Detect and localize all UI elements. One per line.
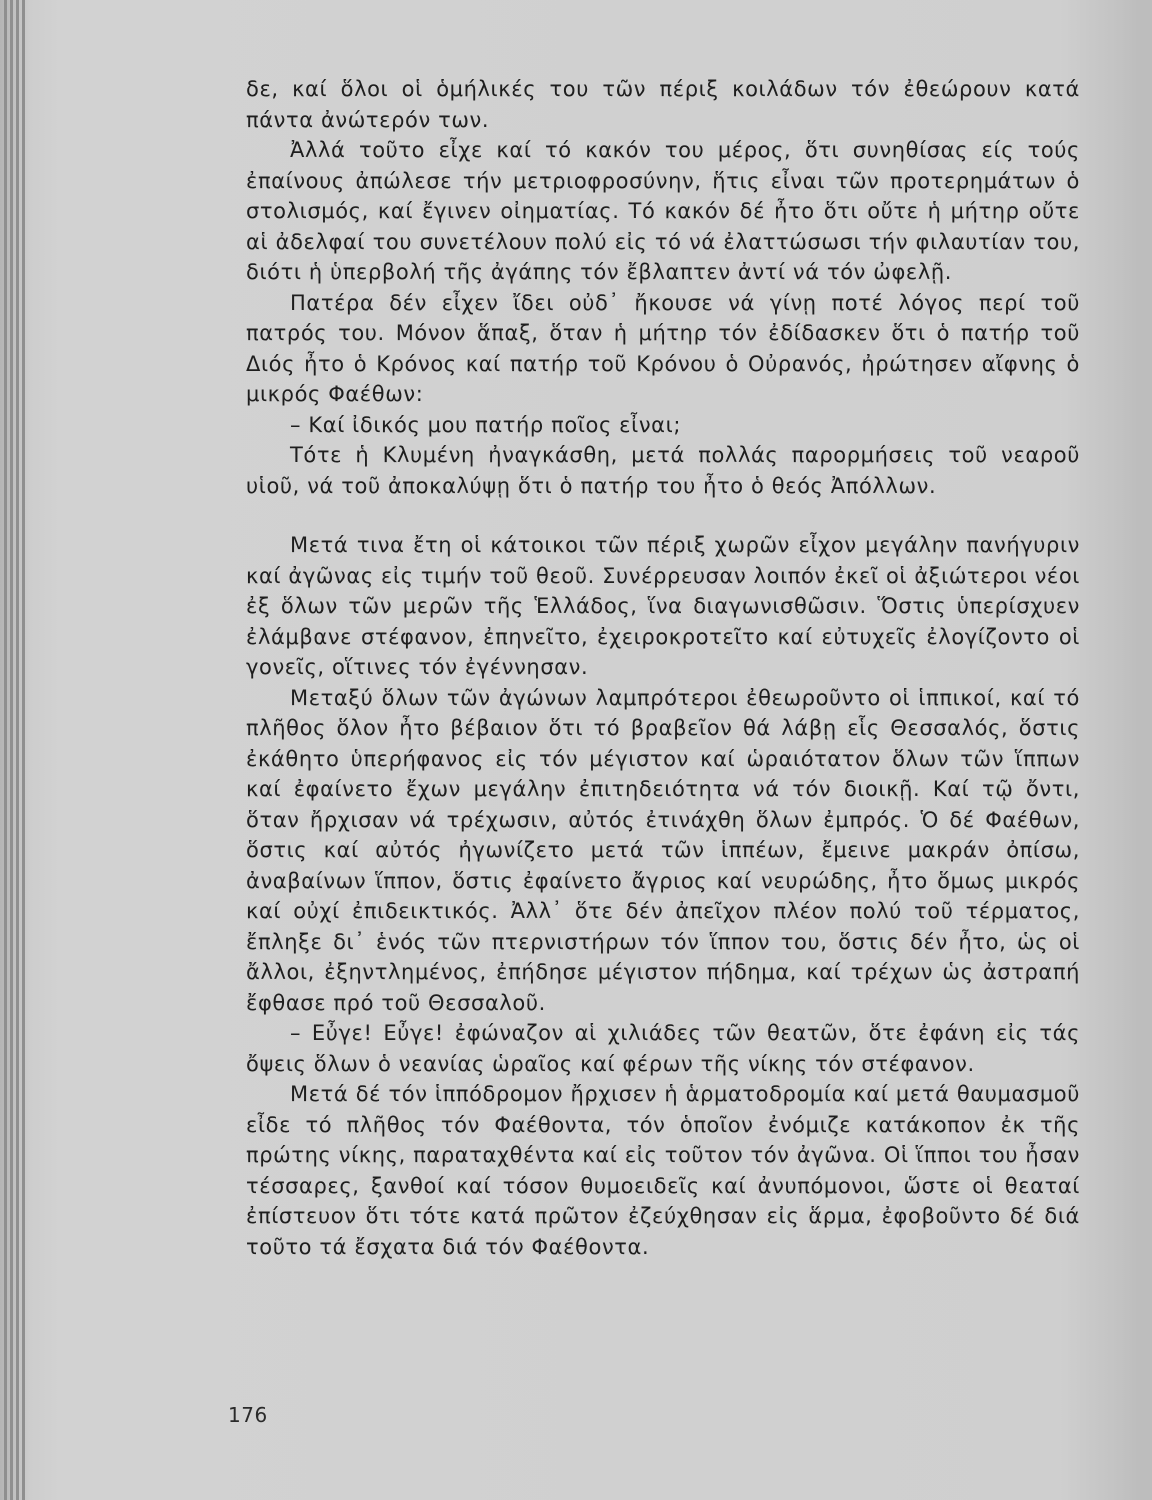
paragraph: Μεταξύ ὅλων τῶν ἀγώνων λαμπρότεροι ἐθεωροῦντο οἱ ἱππικοί, καί τό πλῆθος ὅλον ἦτο βέβαιον ὅτι τό βραβεῖον θά λάβῃ εἷς Θεσσαλός, ὅστις ἐκάθητο ὑπερήφανος εἰς τόν μέγιστον καί ὡραιότατον ὅλων τῶν ἵππων καί ἐφαίνετο ἔχων μεγάλην ἐπιτηδειότητα νά τόν διοικῇ. Καί τῷ ὄντι, ὅταν ἤρχισαν νά τρέχωσιν, αὐτός ἐτινάχθη ὅλων ἐμπρός. Ὁ δέ Φαέθων, ὅστις καί αὐτός ἠγωνίζετο μετά τῶν ἱππέων, ἔμεινε μακράν ὀπίσω, ἀναβαίνων ἵππον, ὅστις ἐφαίνετο ἄγριος καί νευρώδης, ἦτο ὅμως μικρός καί οὐχί ἐπιδεικτικός. Ἀλλ᾽ ὅτε δέν ἀπεῖχον πλέον πολύ τοῦ τέρματος, ἔπληξε δι᾽ ἑνός τῶν πτερνιστήρων τόν ἵππον του, ὅστις δέν ἦτο, ὡς οἱ ἄλλοι, ἐξηντλημένος, ἐπήδησε μέγιστον πήδημα, καί τρέχων ὡς ἀστραπή ἔφθασε πρό τοῦ Θεσσαλοῦ. [246,685,1080,1015]
dialogue-line: – Καί ἰδικός μου πατήρ ποῖος εἶναι; [290,412,681,437]
page-edge [22,0,25,1500]
page-edge [16,0,19,1500]
page-edge [10,0,13,1500]
paragraph: Μετά δέ τόν ἱππόδρομον ἤρχισεν ἡ ἁρματοδρομία καί μετά θαυμασμοῦ εἶδε τό πλῆθος τόν Φαέθοντα, τόν ὁποῖον ἐνόμιζε κατάκοπον ἐκ τῆς πρώτης νίκης, παραταχθέντα καί εἰς τοῦτον τόν ἀγῶνα. Οἱ ἵπποι του ἦσαν τέσσαρες, ξανθοί καί τόσον θυμοειδεῖς καί ἀνυπόμονοι, ὥστε οἱ θεαταί ἐπίστευον ὅτι τότε κατά πρῶτον ἐζεύχθησαν εἰς ἅρμα, ἐφοβοῦντο δέ διά τοῦτο τά ἔσχατα διά τόν Φαέθοντα. [246,1082,1080,1259]
body-text [246,74,1080,1262]
paragraph: δε, καί ὅλοι οἱ ὁμήλικές του τῶν πέριξ κοιλάδων τόν ἐθεώρουν κατά πάντα ἀνώτερόν των. [246,77,1080,132]
paragraph: Πατέρα δέν εἶχεν ἴδει οὐδ᾽ ἤκουσε νά γίνῃ ποτέ λόγος περί τοῦ πατρός του. Μόνον ἅπαξ, ὅταν ἡ μήτηρ τόν ἐδίδασκεν ὅτι ὁ πατήρ τοῦ Διός ἦτο ὁ Κρόνος καί πατήρ τοῦ Κρόνου ὁ Οὐρανός, ἠρώτησεν αἴφνης ὁ μικρός Φαέθων: [246,290,1080,406]
paragraph: Μετά τινα ἔτη οἱ κάτοικοι τῶν πέριξ χωρῶν εἶχον μεγάλην πανήγυριν καί ἀγῶνας εἰς τιμήν τοῦ θεοῦ. Συνέρρευσαν λοιπόν ἐκεῖ οἱ ἀξιώτεροι νέοι ἐξ ὅλων τῶν μερῶν τῆς Ἑλλάδος, ἵνα διαγωνισθῶσιν. Ὅστις ὑπερίσχυεν ἐλάμβανε στέφανον, ἐπηνεῖτο, ἐχειροκροτεῖτο καί εὐτυχεῖς ἐλογίζοντο οἱ γονεῖς, οἵτινες τόν ἐγέννησαν. [246,533,1081,679]
book-gutter [1136,0,1152,1500]
dialogue-line: – Εὖγε! Εὖγε! ἐφώναζον αἱ χιλιάδες τῶν θεατῶν, ὅτε ἐφάνη εἰς τάς ὄψεις ὅλων ὁ νεανίας ὡραῖος καί φέρων τῆς νίκης τόν στέφανον. [246,1021,1080,1076]
page-edge [4,0,7,1500]
paragraph: Τότε ἡ Κλυμένη ἠναγκάσθη, μετά πολλάς παρορμήσεις τοῦ νεαροῦ υἱοῦ, νά τοῦ ἀποκαλύψῃ ὅτι ὁ πατήρ του ἦτο ὁ θεός Ἀπόλλων. [246,443,1080,498]
paragraph: Ἀλλά τοῦτο εἶχε καί τό κακόν του μέρος, ὅτι συνηθίσας είς τούς ἐπαίνους ἀπώλεσε τήν μετριοφροσύνην, ἥτις εἶναι τῶν προτερημάτων ὁ στολισμός, καί ἔγινεν οἰηματίας. Τό κακόν δέ ἦτο ὅτι οὔτε ἡ μήτηρ οὔτε αἱ ἀδελφαί του συνετέλουν πολύ εἰς τό νά ἐλαττώσωσι τήν φιλαυτίαν του, διότι ἡ ὑπερβολή τῆς ἀγάπης τόν ἔβλαπτεν ἀντί νά τόν ὠφελῇ. [246,138,1080,284]
page-number: 176 [228,1403,268,1427]
